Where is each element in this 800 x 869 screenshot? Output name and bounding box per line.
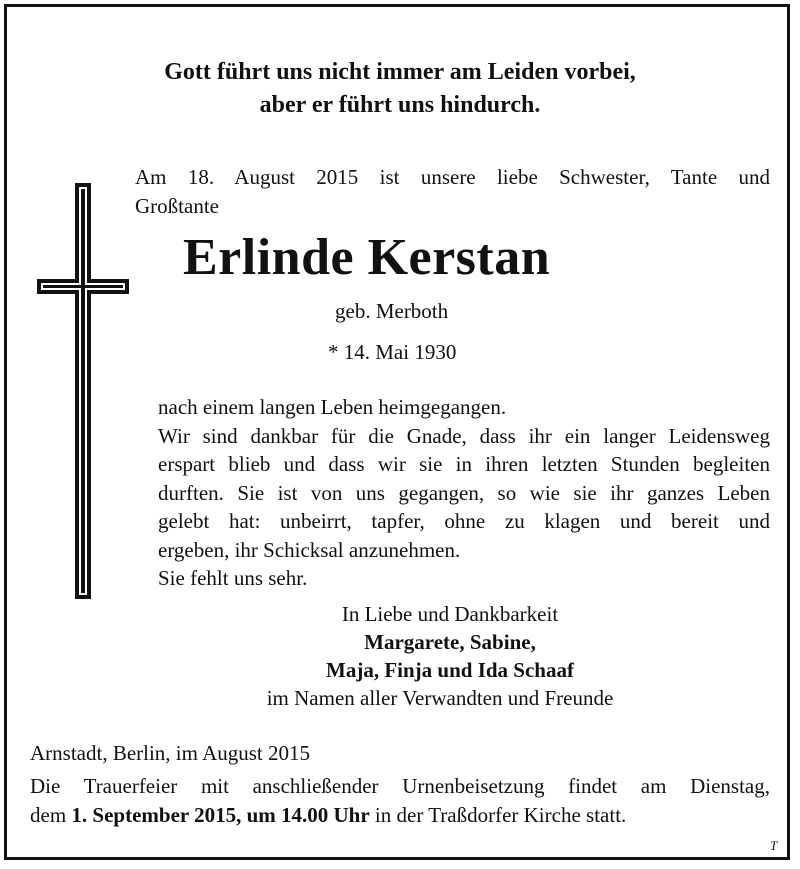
- place-date: Arnstadt, Berlin, im August 2015: [30, 741, 310, 765]
- message-line: Sie fehlt uns sehr.: [158, 566, 308, 590]
- message-line: Wir sind dankbar für die Gnade, dass ihr ein langer Leidensweg: [158, 423, 770, 448]
- corner-mark: T: [770, 838, 778, 853]
- funeral-info: [30, 772, 770, 830]
- funeral-line-1: Die Trauerfeier mit anschließender Urnenbeisetzung findet am Dienstag,: [30, 774, 770, 798]
- motto-line-1: Gott führt uns nicht immer am Leiden vorbei,: [164, 59, 636, 85]
- cross-icon: [37, 183, 131, 599]
- message-text: [158, 393, 770, 593]
- funeral-suffix: in der Traßdorfer Kirche statt.: [369, 803, 627, 827]
- signature-names-1: Margarete, Sabine,: [364, 630, 536, 654]
- intro-text: [135, 163, 770, 221]
- signature-block: [200, 600, 700, 684]
- message-line: durften. Sie ist von uns gegangen, so wie sie ihr ganzes Leben: [158, 480, 770, 505]
- birth-date: * 14. Mai 1930: [328, 340, 457, 364]
- message-line: gelebt hat: unbeirrt, tapfer, ohne zu klagen und bereit und: [158, 509, 770, 533]
- motto-line-2: aber er führt uns hindurch.: [259, 92, 541, 118]
- signature-outro: im Namen aller Verwandten und Freunde: [266, 686, 614, 710]
- signature-names-2: Maja, Finja und Ida Schaaf: [326, 658, 574, 682]
- intro-line-2: Großtante: [135, 194, 219, 218]
- message-line: ergeben, ihr Schicksal anzunehmen.: [158, 537, 461, 562]
- intro-line-1: Am 18. August 2015 ist unsere liebe Schwester, Tante und: [135, 165, 770, 189]
- message-line: erspart blieb und dass wir sie in ihren letzten Stunden begleiten: [158, 452, 770, 476]
- deceased-name: Erlinde Kerstan: [183, 229, 551, 286]
- funeral-line-2: [30, 801, 770, 830]
- funeral-date-time: 1. September 2015, um 14.00 Uhr: [71, 803, 370, 827]
- message-line: nach einem langen Leben heimgegangen.: [158, 395, 507, 419]
- maiden-name: geb. Merboth: [335, 299, 449, 323]
- signature-intro: In Liebe und Dankbarkeit: [341, 602, 559, 626]
- funeral-prefix: dem: [30, 803, 72, 827]
